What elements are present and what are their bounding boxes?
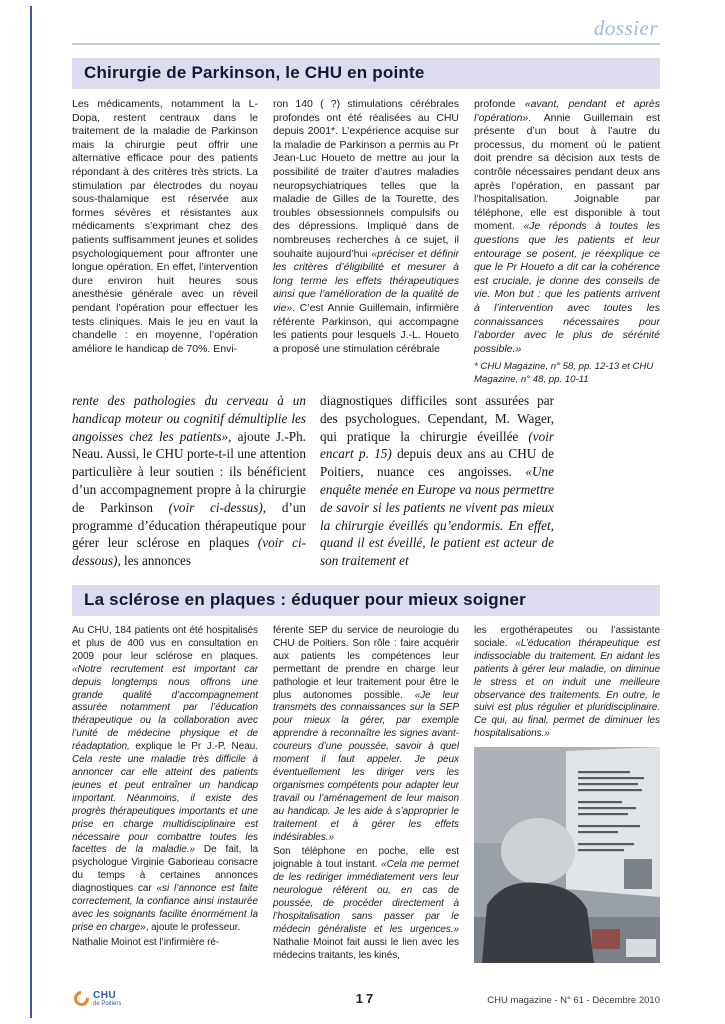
text-segment: De fait, la psychologue Virginie Gaborieau consacre du temps à certaines annonces diagnostiques car — [72, 844, 258, 895]
text-segment: Son téléphone en poche, elle est joignable à tout instant. — [273, 846, 459, 871]
article-sep — [72, 585, 660, 993]
text-segment: . C’est Annie Guillemain, infirmière référente Parkinson, qui accompagne les patients pour lesquels J.-L. Houeto a proposé une stimulation cérébrale — [273, 301, 459, 355]
text-segment: , les annonces — [117, 553, 192, 569]
chu-logo-text — [93, 990, 121, 1008]
article-sep-col1-p1 — [72, 625, 258, 935]
text-segment: (voir encart p. 15) — [320, 428, 554, 462]
page-header — [72, 16, 660, 45]
text-segment: «Notre recrutement est important car depuis longtemps nous offrons une grande qualité d’accompagnement assurée notamment par l’éducation thérapeutique ou la collaboration avec l’unité de médecine physique et de réadaptation, — [72, 663, 258, 753]
page-footer — [72, 988, 660, 1018]
text-segment: Cela reste une maladie très difficile à annoncer car elle atteint des patients jeunes et peut entraîner un handicap important. Néanmoins, il existe des progrès thérapeutiques importants et une prise en charge multidisciplinaire est nécessaire pour combattre toutes les facettes de la maladie.» — [72, 754, 258, 856]
text-segment: explique le Pr J.-P. Neau. — [135, 741, 258, 753]
text-segment: . Annie Guillemain est présente d’un bout à l’autre du processus, du moment où le patient doit prendre sa décision aux tests de contrôle nécessaires pendant deux ans après l’opération, en passant par l’hospitalisation. Joignable par téléphone, elle est disponible à tout moment. — [474, 111, 660, 233]
article-sep-col2-p2 — [273, 846, 459, 962]
article-continued — [72, 392, 554, 584]
text-segment: ajoute J.-Ph. Neau. Aussi, le CHU porte-t-il une attention particulière à leur soutien : ils bénéficient d’un accompagnement propre à la chirurgie de Parkinson — [72, 428, 306, 515]
logo-title: CHU — [93, 990, 117, 1001]
text-segment: «Je réponds à toutes les questions que les patients et leur entourage se posent, je réexplique ce que le Pr Houeto a dit car la cohérence est cruciale, je donne des conseils de vie. Mon but : que les patients arrivent à l’intervention avec toutes les connaissances nécessaires pour l’aborder avec le plus de sérénité possible.» — [474, 220, 660, 355]
article-sep-col2 — [273, 625, 459, 993]
continued-col1 — [72, 392, 306, 584]
text-segment: ron 140 ( ?) stimulations cérébrales profondes ont été réalisées au CHU depuis 2001*. L’expérience acquise sur la maladie de Parkinson a permis au Pr Jean-Luc Houeto de mettre au jour la possibilité de traiter d’autres maladies neuropsychiatriques telles que la maladie de Gilles de la Tourette, des troubles obsessionnels compulsifs ou des dépressions. Impliqué dans de nombreuses recherches à ce sujet, il souhaite aujourd’hui — [273, 98, 459, 260]
continued-col2 — [320, 392, 554, 584]
article-parkinson — [72, 58, 660, 394]
text-segment: depuis deux ans au CHU de Poitiers, nuance ces angoisses. — [320, 446, 554, 480]
logo-subtitle: de Poitiers — [93, 1001, 122, 1007]
text-segment: , ajoute le professeur. — [145, 921, 241, 933]
text-segment: «Cela me permet de les rediriger immédiatement vers leur neurologue référent ou, en cas de poussée, de procéder directement à l’hospitalisation sans passer par le médecin généraliste et les urgences.» — [273, 859, 459, 935]
article-parkinson-col3 — [474, 98, 660, 394]
chu-logo-icon — [71, 988, 92, 1009]
text-segment: «Je leur transmets des connaissances sur la SEP pour mieux la gérer, par exemple apprendre à reconnaître les signes avant-coureurs d’une poussée, savoir à quel moment il faut appeler. Je peux éventuellement les diriger vers les organismes compétents pour adapter leur travail ou l’aménagement de leur maison au handicap. Je les aide à s’approprier le traitement et à gérer les effets indésirables.» — [273, 689, 459, 843]
text-segment: (voir ci-dessous) — [72, 535, 306, 569]
text-segment: rente des pathologies du cerveau à un handicap moteur ou cognitif démultiplie les angoisses chez les patients», — [72, 393, 306, 444]
patient-photo-illustration — [474, 747, 660, 963]
page-number: 17 — [355, 991, 377, 1006]
section-label: dossier — [593, 16, 658, 40]
text-segment: «si l’annonce est faite correctement, la confiance ainsi instaurée avec les soignants facilite énormément la prise en charge» — [72, 883, 258, 933]
text-segment: Nathalie Moinot est l’infirmière ré- — [72, 936, 220, 948]
left-margin-rule — [30, 6, 32, 1018]
text-segment: «préciser et définir les critères d’éligibilité et mesurer à long terme les effets thérapeutiques ainsi que l’amélioration de la qualité de vie» — [273, 247, 459, 314]
text-segment: profonde — [474, 98, 525, 110]
text-segment: «avant, pendant et après l’opération» — [474, 98, 660, 124]
text-segment: (voir ci-dessus) — [168, 499, 263, 515]
article-parkinson-col2 — [273, 98, 459, 394]
text-segment: «Une enquête menée en Europe va nous permettre de savoir si les patients ne vivent pas mieux la chirurgie éveillés qu’endormis. En effet, quand il est éveillé, le patient est acteur de son traitement et — [320, 464, 554, 569]
text-segment: , d’un programme d’éducation thérapeutique pour gérer leur sclérose en plaques — [72, 499, 306, 551]
article-sep-col3-p1 — [474, 625, 660, 741]
text-segment: Au CHU, 184 patients ont été hospitalisés et plus de 400 vus en consultation en 2009 pour leur sclérose en plaques. — [72, 625, 258, 662]
footer-issue-info: CHU magazine - N° 61 - Décembre 2010 — [487, 995, 660, 1006]
text-segment: Les médicaments, notamment la L-Dopa, restent centraux dans le traitement de la maladie de Parkinson mais la chirurgie peut offrir une alternative efficace pour des patients répondant à des critères très stricts. La stimulation par électrodes du noyau sous-thalamique est réservée aux formes sévères et résistantes aux médicaments s’exprimant chez des patients suffisamment jeunes et solides psychologiquement pour affronter une longue opération. En effet, l’intervention dure environ huit heures sous anesthésie générale avec un réveil pendant l’opération pour effectuer les tests cliniques. Mais le jeu en vaut la chandelle : en moyenne, l’opération améliore le handicap de 70%. Envi- — [72, 98, 258, 355]
article-sep-col1-p2 — [72, 937, 258, 950]
article-parkinson-title: Chirurgie de Parkinson, le CHU en pointe — [72, 58, 660, 89]
article-sep-col2-p1 — [273, 625, 459, 844]
article-parkinson-col3-text — [474, 98, 660, 356]
text-segment: Nathalie Moinot fait aussi le lien avec les médecins traitants, les kinés, — [273, 936, 459, 961]
article-parkinson-body — [72, 98, 660, 394]
text-segment: férente SEP du service de neurologie du CHU de Poitiers. Son rôle : faire acquérir aux patients les compétences leur permettant de prendre en charge leur pathologie et leur traitement pour être le plus autonomes possible. — [273, 625, 459, 701]
text-segment: les ergothérapeutes ou l’assistante sociale. — [474, 625, 660, 649]
article-sep-body — [72, 625, 660, 993]
article-photo — [474, 747, 660, 963]
article-parkinson-footnote: * CHU Magazine, n° 58, pp. 12-13 et CHU Magazine, n° 48, pp. 10-11 — [474, 361, 654, 385]
text-segment: diagnostiques difficiles sont assurées par des psychologues. Cependant, M. Wager, qui pratique la chirurgie éveillée — [320, 393, 554, 444]
article-sep-col3 — [474, 625, 660, 993]
article-parkinson-col1 — [72, 98, 258, 394]
text-segment: «L’éducation thérapeutique est indissociable du traitement. En aidant les patients à gérer leur maladie, on diminue le stress et on induit une meilleure observance des traitements. En outre, le suivi est plus régulier et pluridisciplinaire. Ce qui, au final, permet de diminuer les hospitalisations.» — [474, 637, 660, 740]
chu-logo — [74, 990, 121, 1008]
article-sep-col1 — [72, 625, 258, 993]
article-sep-title: La sclérose en plaques : éduquer pour mieux soigner — [72, 585, 660, 616]
